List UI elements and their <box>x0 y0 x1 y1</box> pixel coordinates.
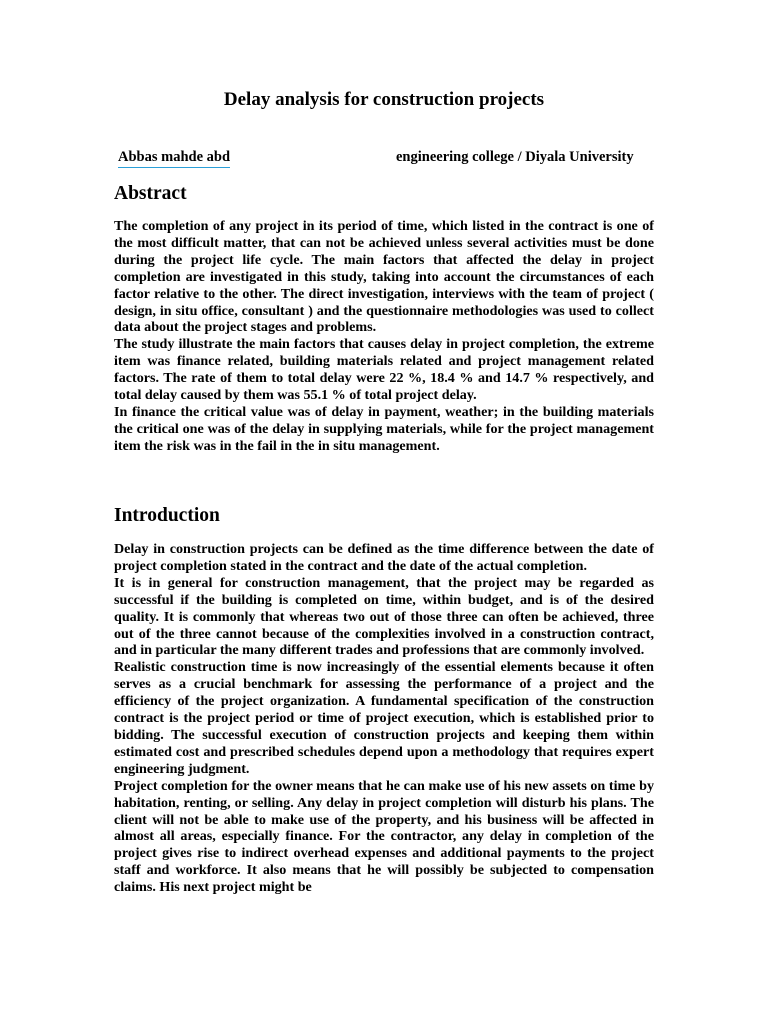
introduction-paragraph-3: Realistic construction time is now increasingly of the essential elements because it often serves as a crucial benchmark for assessing the performance of a project and the efficiency of the project organization. A fundamental specification of the construction contract is the project period or time of project execution, which is established prior to bidding. The successful execution of construction projects and keeping them within estimated cost and prescribed schedules depend upon a methodology that requires expert engineering judgment. <box>114 659 654 777</box>
author-name[interactable]: Abbas mahde abd <box>118 148 230 168</box>
introduction-paragraph-2: It is in general for construction management, that the project may be regarded as successful if the building is completed on time, within budget, and is of the desired quality. It is commonly that whereas two out of those three can often be achieved, three out of the three cannot because of the complexities involved in a construction contract, and in particular the many different trades and professions that are commonly involved. <box>114 574 654 659</box>
introduction-paragraph-1: Delay in construction projects can be defined as the time difference between the date of project completion stated in the contract and the date of the actual completion. <box>114 541 654 574</box>
abstract-paragraph-2: The study illustrate the main factors that causes delay in project completion, the extreme item was finance related, building materials related and project management related factors. The rate of them to total delay were 22 %, 18.4 % and 14.7 % respectively, and total delay caused by them was 55.1 % of total project delay. <box>114 336 654 404</box>
paper-title: Delay analysis for construction projects <box>223 89 545 110</box>
introduction-body <box>114 541 654 896</box>
abstract-heading: Abstract <box>114 183 187 204</box>
abstract-body <box>114 218 654 455</box>
author-affiliation: engineering college / Diyala University <box>396 149 634 165</box>
abstract-paragraph-1: The completion of any project in its period of time, which listed in the contract is one of the most difficult matter, that can not be achieved unless several activities must be done during the project life cycle. The main factors that affected the delay in project completion are investigated in this study, taking into account the circumstances of each factor relative to the other. The direct investigation, interviews with the team of project ( design, in situ office, consultant ) and the questionnaire methodologies was used to collect data about the project stages and problems. <box>114 218 654 336</box>
abstract-paragraph-3: In finance the critical value was of delay in payment, weather; in the building materials the critical one was of the delay in supplying materials, while for the project management item the risk was in the fail in the in situ management. <box>114 403 654 454</box>
introduction-paragraph-4: Project completion for the owner means that he can make use of his new assets on time by habitation, renting, or selling. Any delay in project completion will disturb his plans. The client will not be able to make use of the property, and his business will be affected in almost all areas, especially finance. For the contractor, any delay in completion of the project gives rise to indirect overhead expenses and additional payments to the project staff and workforce. It also means that he will possibly be subjected to compensation claims. His next project might be <box>114 777 654 896</box>
introduction-heading: Introduction <box>114 505 220 526</box>
